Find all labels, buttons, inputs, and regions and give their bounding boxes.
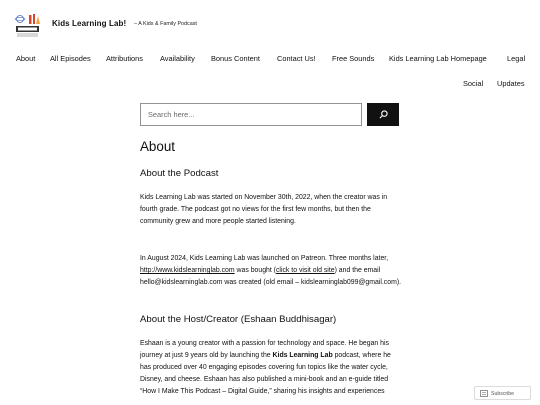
nav-item-free-sounds[interactable]: Free Sounds xyxy=(332,54,375,63)
nav-item-contact-us[interactable]: Contact Us! xyxy=(277,54,316,63)
search-form xyxy=(140,103,399,126)
search-input[interactable] xyxy=(140,103,362,126)
page-title: About xyxy=(140,139,175,154)
nav-item-bonus-content[interactable]: Bonus Content xyxy=(211,54,260,63)
search-button[interactable] xyxy=(367,103,399,126)
section-heading-host: About the Host/Creator (Eshaan Buddhisagar) xyxy=(140,314,337,325)
nav-item-about[interactable]: About xyxy=(16,54,36,63)
paragraph-text: podcast, where he has produced over 40 engaging episodes covering fun topics like the water cycle, Disney, and cheese. Eshaan has also published a mini-book and an e-guide titled “How I Make This Podcast – Digital Guide,” sharing his insights and experiences xyxy=(140,352,391,395)
paragraph-text: ) and the email hello@kidslearninglab.com was created (old email – kidslearninglab099@gmail.com). xyxy=(140,267,402,286)
subscribe-button[interactable] xyxy=(474,386,531,400)
paragraph-text: was bought ( xyxy=(234,267,276,274)
nav-item-all-episodes[interactable]: All Episodes xyxy=(50,54,91,63)
paragraph-podcast-history: Kids Learning Lab was started on November 30th, 2022, when the creator was in fourth grade. The podcast got no views for the first few months, but then the community grew and more people started listening. xyxy=(140,194,388,225)
subscribe-label: Subscribe xyxy=(491,391,515,397)
nav-item-homepage[interactable]: Kids Learning Lab Homepage xyxy=(389,54,487,63)
site-tagline: – A Kids & Family Podcast xyxy=(134,21,197,27)
nav-item-legal[interactable]: Legal xyxy=(507,54,526,63)
podcast-name-bold: Kids Learning Lab xyxy=(272,352,333,359)
site-header xyxy=(0,0,540,50)
nav-item-attributions[interactable]: Attributions xyxy=(106,54,143,63)
main-navigation xyxy=(0,50,540,100)
reader-icon xyxy=(480,390,488,397)
paragraph-text: In August 2024, Kids Learning Lab was launched on Patreon. Three months later, xyxy=(140,255,389,262)
old-site-link[interactable]: click to visit old site xyxy=(275,267,335,274)
paragraph-patreon xyxy=(140,253,402,289)
nav-item-availability[interactable]: Availability xyxy=(160,54,195,63)
paragraph-host-bio xyxy=(140,338,402,398)
nav-item-updates[interactable]: Updates xyxy=(497,79,525,88)
search-icon xyxy=(379,110,388,119)
site-title[interactable]: Kids Learning Lab! xyxy=(52,19,127,28)
section-heading-podcast: About the Podcast xyxy=(140,168,219,179)
paragraph-text: Eshaan is a young creator with a passion for technology and space. He began his journey at just 9 years old by launching the xyxy=(140,340,389,359)
website-link[interactable]: http://www.kidslearninglab.com xyxy=(140,267,235,274)
nav-item-social[interactable]: Social xyxy=(463,79,484,88)
site-logo[interactable] xyxy=(14,12,41,39)
